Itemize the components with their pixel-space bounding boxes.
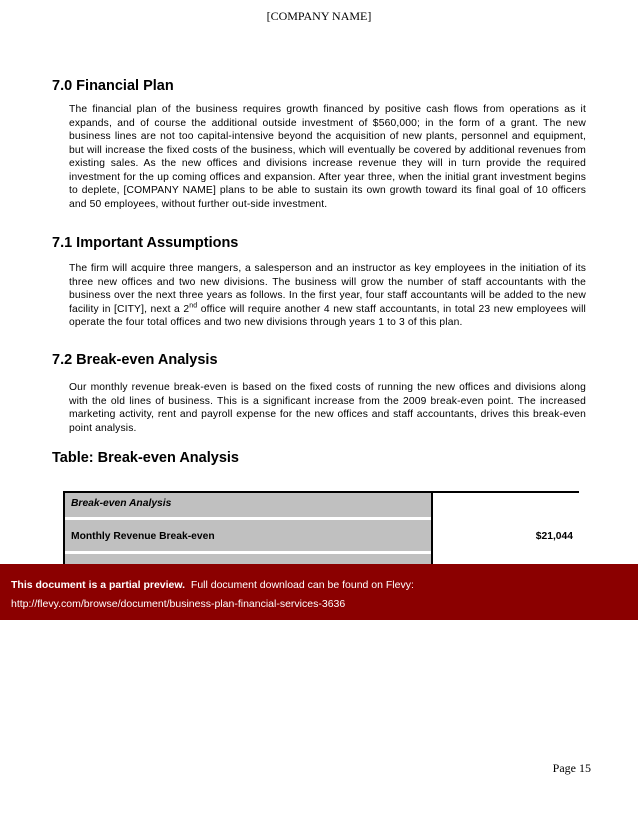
page-number: Page 15	[552, 761, 591, 775]
table-row-label: Monthly Revenue Break-even	[71, 531, 215, 542]
breakeven-table	[63, 491, 579, 568]
banner-text: Full document download can be found on Flevy:	[190, 579, 414, 591]
table-title: Break-even Analysis	[71, 498, 172, 509]
table-caption: Table: Break-even Analysis	[52, 450, 239, 466]
paragraph-important-assumptions: The firm will acquire three mangers, a salesperson and an instructor as key employees in the initiation of its three new offices and two new divisions. The business will grow the number of staff accountants with the business over the next three years as follows. In the first year, four staff accountants will be added to the new facility in [CITY], next a 2nd office will require another 4 new staff accountants, in total 23 new employees will operate the four total offices and two new divisions through years 1 to 3 of this plan.	[69, 263, 586, 328]
table-row-value: $21,044	[535, 531, 573, 542]
heading-important-assumptions: 7.1 Important Assumptions	[52, 235, 239, 251]
paragraph-financial-plan: The financial plan of the business requires growth financed by positive cash flows from operations as it expands, and of course the additional outside investment of $560,000; in the form of a grant. The new business lines are not too capital-intensive beyond the acquisition of new plants, personnel and equipment, but will increase the fixed costs of the business, which will eventually be covered by additional revenues from existing sales. As the new offices and divisions increase revenue they will in turn provide the required investment for the up coming offices and expansion. After year three, when the initial grant investment begins to deplete, [COMPANY NAME] plans to be able to sustain its own growth toward its final goal of 10 officers and 50 employees, without further out-side investment.	[69, 104, 586, 210]
heading-financial-plan: 7.0 Financial Plan	[52, 78, 174, 94]
banner-download-link[interactable]: http://flevy.com/browse/document/business-plan-financial-services-3636	[11, 598, 346, 610]
banner-bold-text: This document is a partial preview.	[11, 579, 186, 591]
heading-breakeven-analysis: 7.2 Break-even Analysis	[52, 352, 218, 368]
document-header: [COMPANY NAME]	[266, 9, 372, 23]
preview-banner	[0, 564, 638, 620]
paragraph-breakeven-analysis: Our monthly revenue break-even is based on the fixed costs of running the new offices and divisions along with the old lines of business. This is a significant increase from the 2009 break-even point. The increased marketing activity, rent and payroll expense for the new offices and staff accountants, drives this break-even point analysis.	[69, 382, 586, 434]
